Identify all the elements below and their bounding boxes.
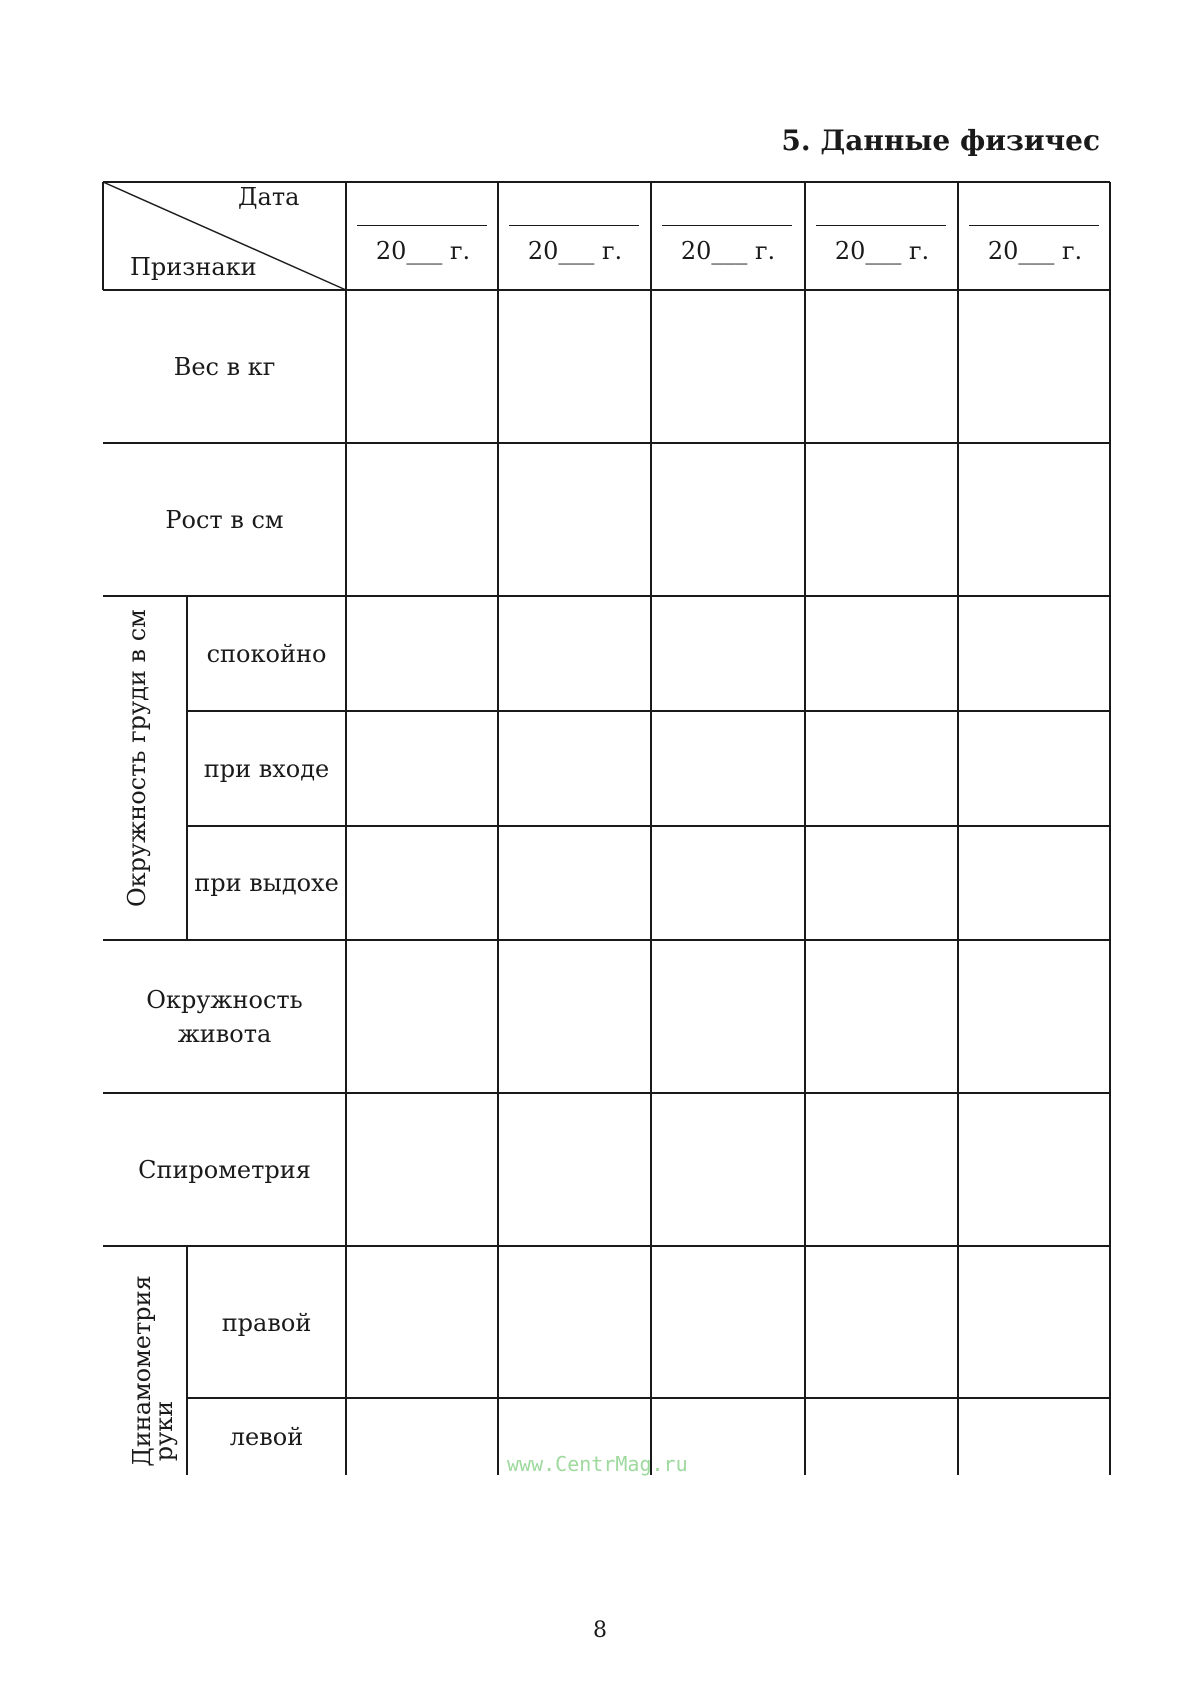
row-label-spirometry: Спирометрия — [138, 1156, 311, 1184]
watermark: www.CentrMag.ru — [507, 1452, 688, 1476]
date-column-4 — [805, 225, 959, 295]
page-number: 8 — [593, 1618, 607, 1643]
row-label-chest-exhale: при выдохе — [194, 869, 339, 897]
date-blank-line — [509, 225, 639, 226]
date-blank-line — [816, 225, 946, 226]
row-label-dynamo-right: правой — [221, 1309, 312, 1337]
row-label-waist-line2: живота — [177, 1020, 272, 1048]
date-blank-line — [662, 225, 792, 226]
row-group-dynamo-line1: Динамометрия — [128, 1275, 156, 1467]
row-group-dynamo-line2: руки — [150, 1400, 178, 1462]
row-label-waist-line1: Окружность — [146, 986, 303, 1014]
row-label-height: Рост в см — [165, 506, 284, 534]
date-column-label: 20___ г. — [680, 237, 776, 265]
date-column-2 — [498, 225, 652, 295]
date-column-label: 20___ г. — [527, 237, 623, 265]
date-header-label: Дата — [238, 183, 300, 211]
row-label-waist — [103, 983, 346, 1051]
date-column-1 — [346, 225, 500, 295]
row-label-chest-inhale: при входе — [203, 755, 330, 783]
row-label-chest-calm: спокойно — [206, 640, 327, 668]
date-blank-line — [969, 225, 1099, 226]
date-column-5 — [958, 225, 1112, 295]
row-group-chest: Окружность груди в см — [123, 609, 151, 907]
signs-header-label: Признаки — [130, 253, 257, 281]
row-label-dynamo-left: левой — [229, 1423, 304, 1451]
date-blank-line — [357, 225, 487, 226]
page-title: 5. Данные физичес — [781, 124, 1100, 157]
date-column-label: 20___ г. — [834, 237, 930, 265]
date-column-label: 20___ г. — [987, 237, 1083, 265]
date-column-3 — [651, 225, 805, 295]
row-label-weight: Вес в кг — [173, 353, 276, 381]
date-column-label: 20___ г. — [375, 237, 471, 265]
